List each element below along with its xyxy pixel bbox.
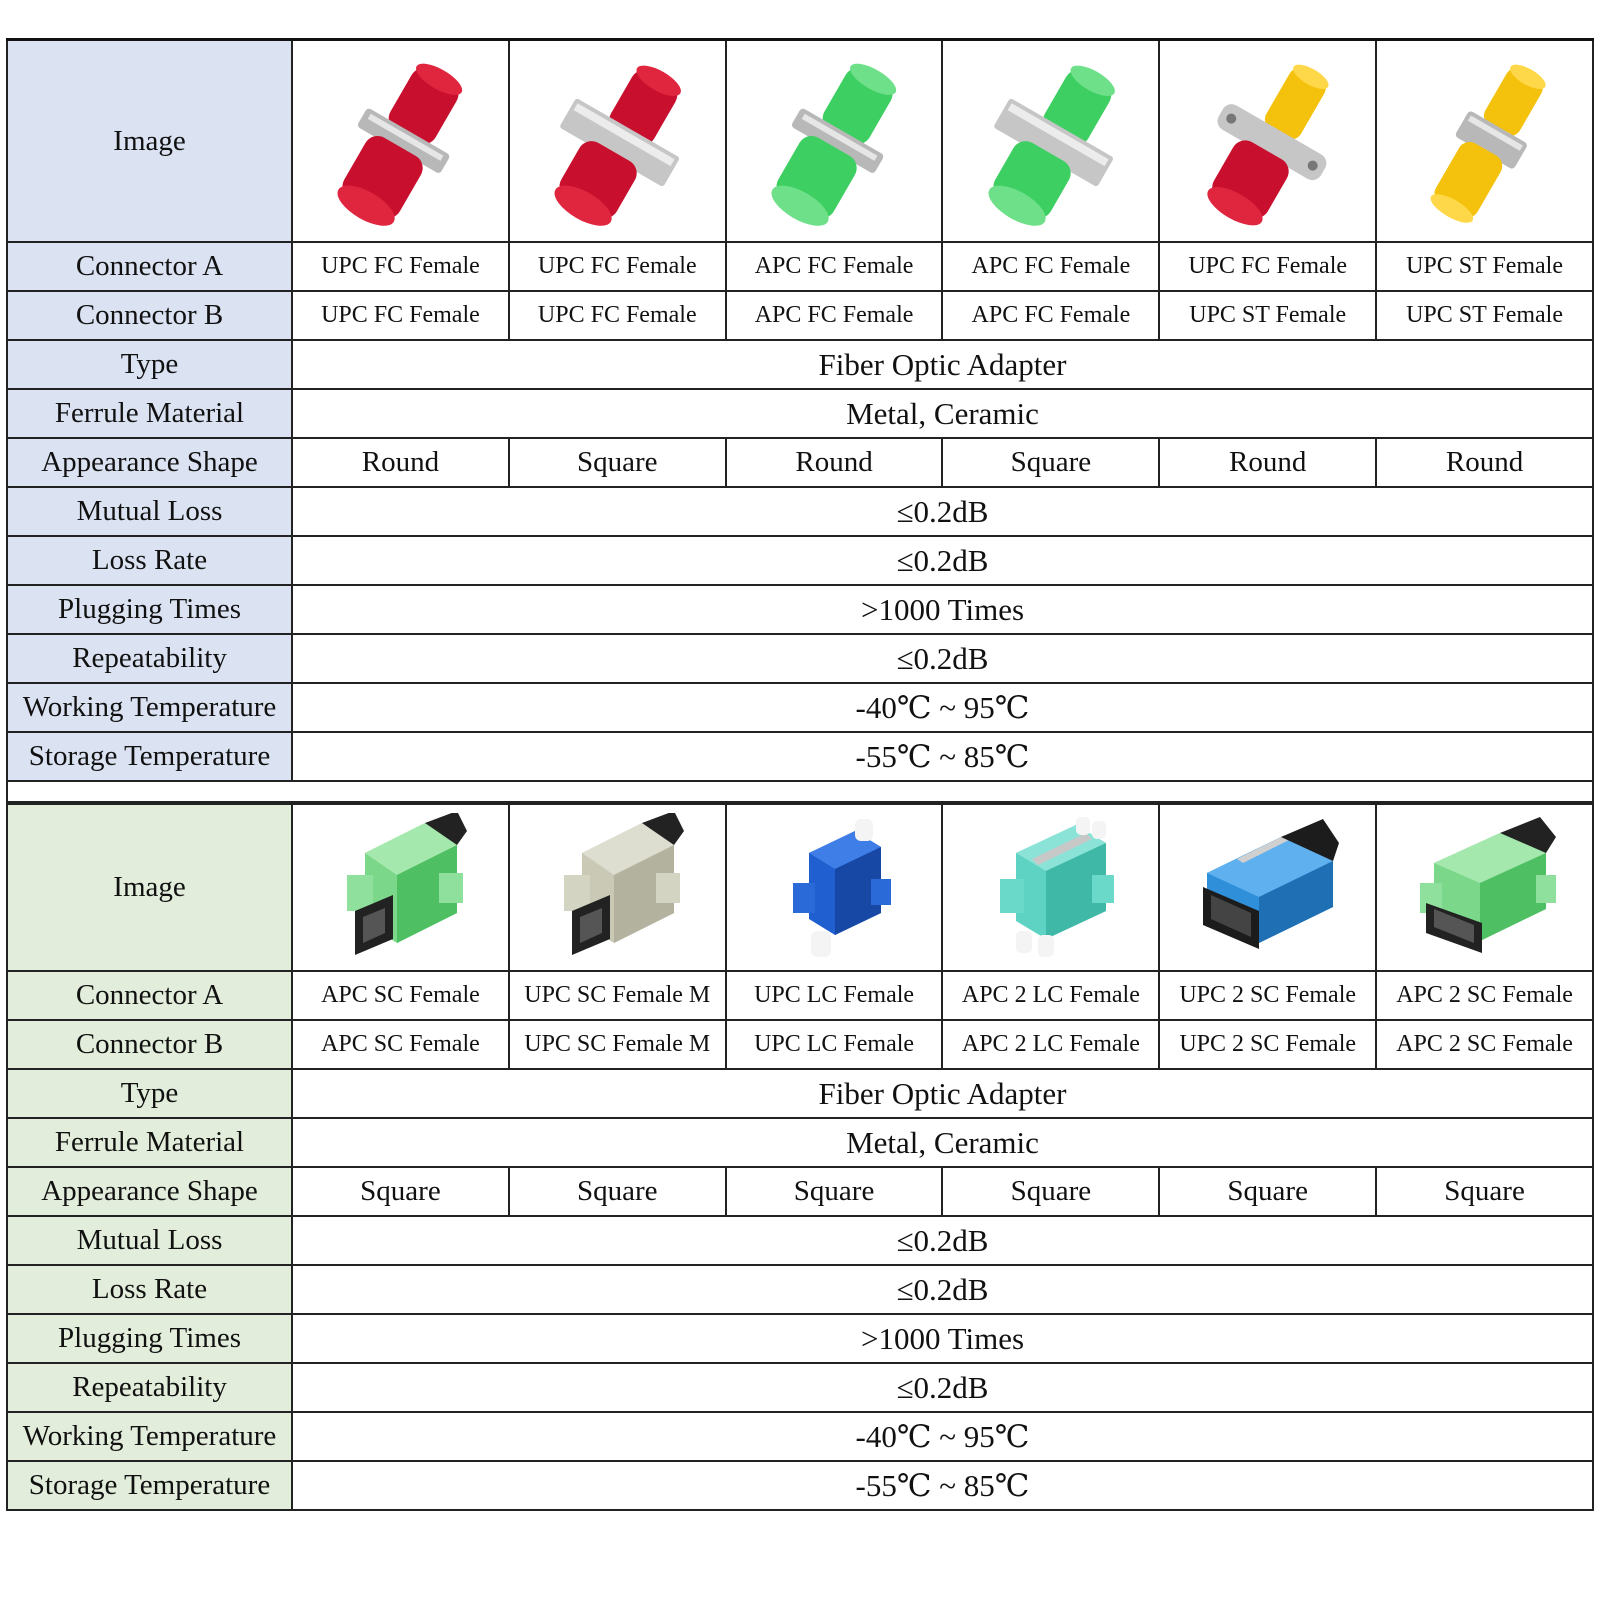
blue-lc-adapter-icon [759, 813, 909, 963]
connector-b-value: APC 2 SC Female [1376, 1020, 1593, 1069]
row-label-mutual-loss: Mutual Loss [7, 487, 292, 536]
connector-b-value: UPC LC Female [726, 1020, 943, 1069]
product-image [509, 804, 726, 971]
connector-a-value: UPC 2 SC Female [1159, 971, 1376, 1020]
working-temperature-value: -40℃ ~ 95℃ [292, 1412, 1593, 1461]
connector-a-value: UPC FC Female [1159, 242, 1376, 291]
plugging-times-value: >1000 Times [292, 1314, 1593, 1363]
connector-b-value: UPC SC Female M [509, 1020, 726, 1069]
connector-b-value: UPC FC Female [509, 291, 726, 340]
ferrule-material-value: Metal, Ceramic [292, 1118, 1593, 1167]
shape-value: Round [292, 438, 509, 487]
storage-temperature-value: -55℃ ~ 85℃ [292, 1461, 1593, 1510]
shape-value: Square [726, 1167, 943, 1216]
product-image [1159, 804, 1376, 971]
spec-sheet [6, 38, 1594, 1511]
red-round-fc-adapter-icon [315, 56, 485, 226]
connector-a-value: UPC SC Female M [509, 971, 726, 1020]
shape-value: Square [292, 1167, 509, 1216]
product-image [292, 40, 509, 243]
shape-value: Round [726, 438, 943, 487]
connector-b-value: UPC ST Female [1376, 291, 1593, 340]
connector-a-value: UPC FC Female [509, 242, 726, 291]
shape-value: Square [1159, 1167, 1376, 1216]
product-image [726, 40, 943, 243]
row-label-plugging-times: Plugging Times [7, 1314, 292, 1363]
shape-value: Square [942, 438, 1159, 487]
shape-value: Square [509, 1167, 726, 1216]
connector-a-value: APC FC Female [726, 242, 943, 291]
aqua-duplex-lc-adapter-icon [976, 813, 1126, 963]
row-label-connector-b: Connector B [7, 1020, 292, 1069]
product-image [942, 804, 1159, 971]
product-image [1376, 804, 1593, 971]
green-duplex-sc-adapter-icon [1410, 813, 1560, 963]
repeatability-value: ≤0.2dB [292, 634, 1593, 683]
row-label-image: Image [7, 804, 292, 971]
shape-value: Round [1159, 438, 1376, 487]
connector-b-value: APC 2 LC Female [942, 1020, 1159, 1069]
loss-rate-value: ≤0.2dB [292, 1265, 1593, 1314]
product-image [942, 40, 1159, 243]
shape-value: Round [1376, 438, 1593, 487]
row-label-working-temperature: Working Temperature [7, 683, 292, 732]
connector-a-value: UPC ST Female [1376, 242, 1593, 291]
row-label-repeatability: Repeatability [7, 1363, 292, 1412]
green-round-fc-adapter-icon [749, 56, 919, 226]
connector-a-value: APC SC Female [292, 971, 509, 1020]
connector-a-value: UPC LC Female [726, 971, 943, 1020]
row-label-loss-rate: Loss Rate [7, 1265, 292, 1314]
storage-temperature-value: -55℃ ~ 85℃ [292, 732, 1593, 781]
row-label-working-temperature: Working Temperature [7, 1412, 292, 1461]
row-label-mutual-loss: Mutual Loss [7, 1216, 292, 1265]
connector-b-value: UPC FC Female [292, 291, 509, 340]
loss-rate-value: ≤0.2dB [292, 536, 1593, 585]
yellow-st-adapter-icon [1400, 56, 1570, 226]
mutual-loss-value: ≤0.2dB [292, 1216, 1593, 1265]
red-yellow-fc-st-adapter-icon [1183, 56, 1353, 226]
connector-a-value: APC FC Female [942, 242, 1159, 291]
connector-b-value: APC SC Female [292, 1020, 509, 1069]
row-label-connector-b: Connector B [7, 291, 292, 340]
row-label-appearance-shape: Appearance Shape [7, 438, 292, 487]
blue-duplex-sc-adapter-icon [1193, 813, 1343, 963]
row-label-storage-temperature: Storage Temperature [7, 732, 292, 781]
type-value: Fiber Optic Adapter [292, 1069, 1593, 1118]
connector-a-value: UPC FC Female [292, 242, 509, 291]
row-label-ferrule-material: Ferrule Material [7, 389, 292, 438]
row-label-connector-a: Connector A [7, 971, 292, 1020]
shape-value: Square [509, 438, 726, 487]
product-image [509, 40, 726, 243]
product-image [726, 804, 943, 971]
mutual-loss-value: ≤0.2dB [292, 487, 1593, 536]
product-image [1376, 40, 1593, 243]
red-square-fc-adapter-icon [532, 56, 702, 226]
connector-a-value: APC 2 SC Female [1376, 971, 1593, 1020]
row-label-storage-temperature: Storage Temperature [7, 1461, 292, 1510]
product-image [1159, 40, 1376, 243]
row-label-loss-rate: Loss Rate [7, 536, 292, 585]
connector-b-value: APC FC Female [726, 291, 943, 340]
connector-b-value: UPC 2 SC Female [1159, 1020, 1376, 1069]
green-sc-adapter-icon [325, 813, 475, 963]
plugging-times-value: >1000 Times [292, 585, 1593, 634]
row-label-ferrule-material: Ferrule Material [7, 1118, 292, 1167]
row-label-repeatability: Repeatability [7, 634, 292, 683]
spec-table-sc-lc [6, 803, 1594, 1511]
type-value: Fiber Optic Adapter [292, 340, 1593, 389]
shape-value: Square [1376, 1167, 1593, 1216]
shape-value: Square [942, 1167, 1159, 1216]
row-label-plugging-times: Plugging Times [7, 585, 292, 634]
connector-b-value: APC FC Female [942, 291, 1159, 340]
ferrule-material-value: Metal, Ceramic [292, 389, 1593, 438]
row-label-type: Type [7, 1069, 292, 1118]
working-temperature-value: -40℃ ~ 95℃ [292, 683, 1593, 732]
beige-sc-adapter-icon [542, 813, 692, 963]
row-label-appearance-shape: Appearance Shape [7, 1167, 292, 1216]
spec-table-fc-st [6, 38, 1594, 803]
repeatability-value: ≤0.2dB [292, 1363, 1593, 1412]
product-image [292, 804, 509, 971]
table-spacer [7, 781, 1593, 802]
row-label-connector-a: Connector A [7, 242, 292, 291]
row-label-image: Image [7, 40, 292, 243]
row-label-type: Type [7, 340, 292, 389]
connector-a-value: APC 2 LC Female [942, 971, 1159, 1020]
connector-b-value: UPC ST Female [1159, 291, 1376, 340]
green-square-fc-adapter-icon [966, 56, 1136, 226]
